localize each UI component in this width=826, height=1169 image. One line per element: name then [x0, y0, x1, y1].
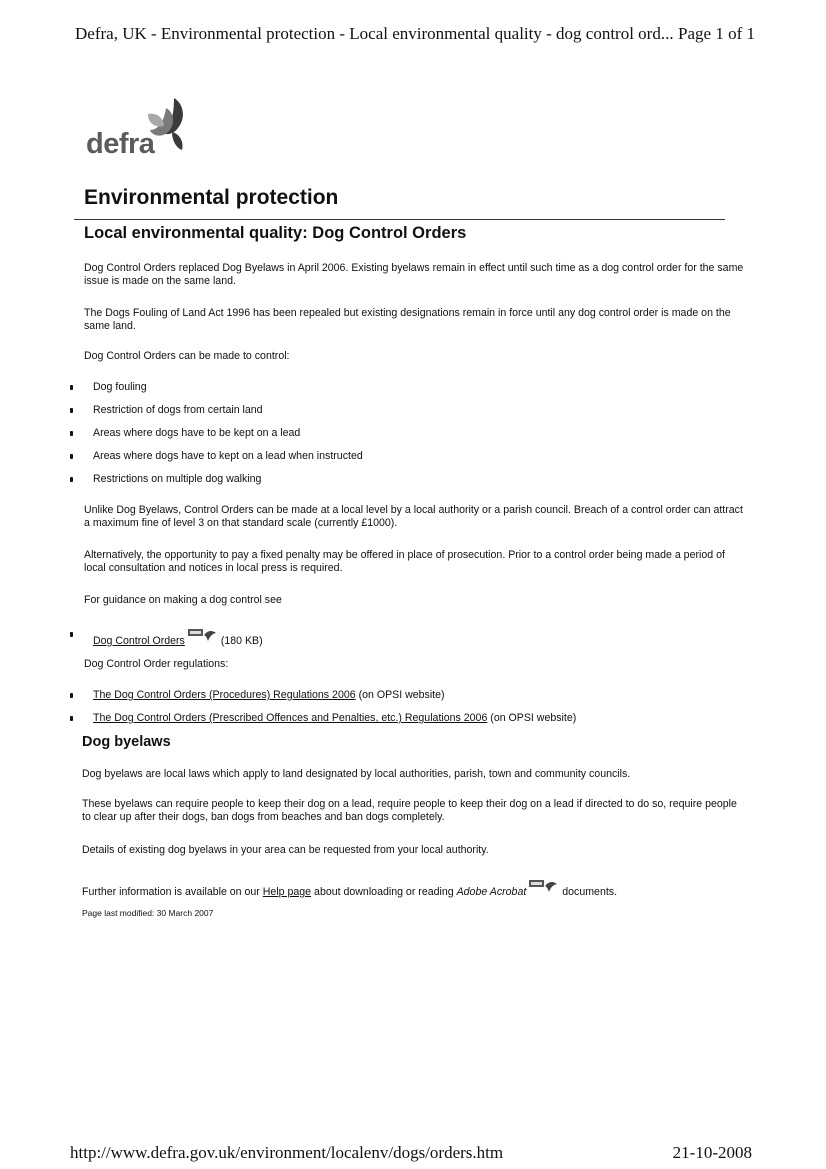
offences-penalties-regulations-link[interactable]: The Dog Control Orders (Prescribed Offences and Penalties, etc.) Regulations 2006 — [93, 712, 488, 724]
link-suffix: (on OPSI website) — [358, 689, 445, 701]
further-info-text: documents. — [562, 886, 618, 898]
further-info-text: about downloading or reading — [314, 886, 454, 898]
regulations-list — [70, 689, 576, 735]
list-item — [70, 689, 576, 712]
adobe-acrobat-text: Adobe Acrobat — [456, 886, 527, 898]
list-item: Dog fouling — [70, 381, 363, 404]
procedures-regulations-link[interactable]: The Dog Control Orders (Procedures) Regulations 2006 — [93, 689, 356, 701]
list-item — [70, 628, 263, 651]
byelaws-paragraph-2: These byelaws can require people to keep their dog on a lead, require people to keep their dog on a lead if directed to do so, require people to clear up after their dogs, ban dogs from beaches and ban dogs completely. — [82, 798, 737, 823]
list-item — [70, 712, 576, 735]
intro-paragraph-3: Dog Control Orders can be made to control: — [84, 350, 290, 362]
dog-byelaws-heading: Dog byelaws — [82, 734, 171, 750]
page-title: Local environmental quality: Dog Control Orders — [84, 224, 467, 242]
byelaws-paragraph-3: Details of existing dog byelaws in your area can be requested from your local authority. — [82, 844, 489, 856]
list-item: Restriction of dogs from certain land — [70, 404, 363, 427]
title-divider — [74, 219, 725, 220]
details-paragraph-2: Alternatively, the opportunity to pay a fixed penalty may be offered in place of prosecution. Prior to a control order being made a period of local consultation and notices in local press is required. — [84, 549, 725, 574]
defra-logo[interactable] — [86, 94, 196, 164]
byelaws-paragraph-4 — [82, 879, 746, 899]
print-footer — [70, 1143, 752, 1163]
pdf-file-icon — [188, 628, 218, 642]
guidance-list — [70, 628, 263, 651]
print-footer-url: http://www.defra.gov.uk/environment/localenv/dogs/orders.htm — [70, 1143, 504, 1162]
intro-paragraph-2: The Dogs Fouling of Land Act 1996 has been repealed but existing designations remain in force until any dog control order is made on the same land. — [84, 307, 731, 332]
pdf-file-icon — [529, 879, 559, 893]
file-size: (180 KB) — [220, 635, 263, 647]
print-footer-date: 21-10-2008 — [672, 1143, 752, 1162]
print-header-title: Defra, UK - Environmental protection - Local environmental quality - dog control ord... — [75, 24, 674, 43]
guidance-intro: For guidance on making a dog control see — [84, 594, 282, 606]
logo-wordmark: defra — [86, 128, 155, 160]
dog-control-orders-link[interactable]: Dog Control Orders — [93, 635, 185, 647]
help-page-link[interactable]: Help page — [262, 886, 312, 898]
print-header-page: Page 1 of 1 — [678, 24, 755, 43]
link-suffix: (on OPSI website) — [490, 712, 577, 724]
regulations-intro: Dog Control Order regulations: — [84, 658, 229, 670]
list-item: Restrictions on multiple dog walking — [70, 473, 363, 496]
further-info-text: Further information is available on our — [82, 886, 260, 898]
print-header — [75, 24, 755, 44]
list-item: Areas where dogs have to be kept on a lead — [70, 427, 363, 450]
intro-paragraph-1: Dog Control Orders replaced Dog Byelaws in April 2006. Existing byelaws remain in effect until such time as a dog control order for the same issue is made on the same land. — [84, 262, 744, 287]
byelaws-paragraph-1: Dog byelaws are local laws which apply to land designated by local authorities, parish, town and community councils. — [82, 768, 631, 780]
control-items-list — [70, 381, 363, 496]
list-item: Areas where dogs have to kept on a lead when instructed — [70, 450, 363, 473]
details-paragraph-1: Unlike Dog Byelaws, Control Orders can be made at a local level by a local authority or a parish council. Breach of a control order can attract a maximum fine of level 3 on that standard scale (currently £1000). — [84, 504, 743, 529]
page-last-modified: Page last modified: 30 March 2007 — [82, 908, 214, 918]
section-title: Environmental protection — [84, 186, 339, 209]
